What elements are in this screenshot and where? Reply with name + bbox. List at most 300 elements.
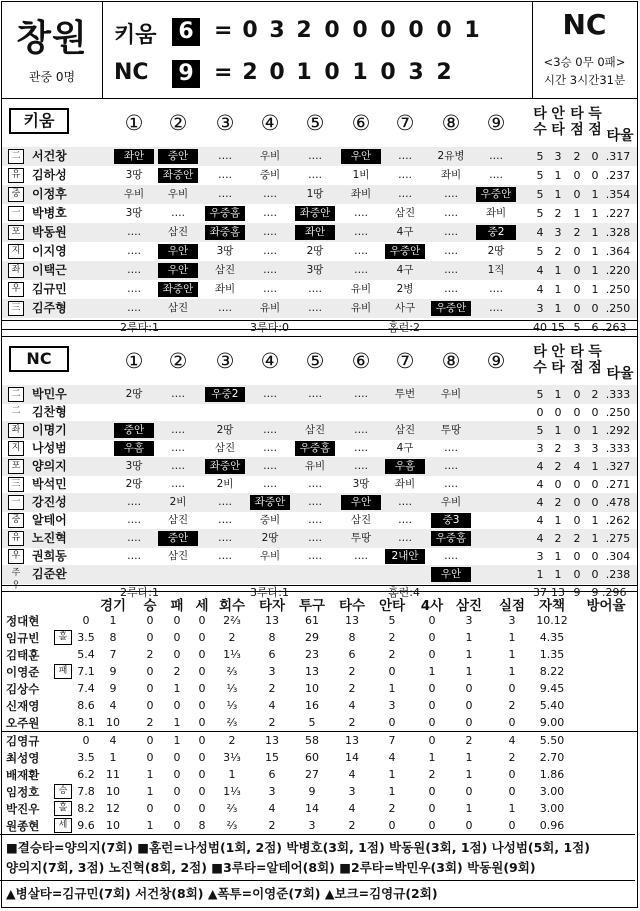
at-bat-result: …. [218, 150, 232, 162]
pitching-stat: 0 [173, 699, 181, 712]
stat-h: 1 [554, 568, 562, 581]
pitcher-row [2, 680, 637, 698]
stat-ab: 4 [536, 460, 544, 473]
at-bat-result: …. [444, 283, 458, 295]
pitching-stat: 14 [305, 802, 319, 815]
stat-h: 2 [554, 207, 562, 220]
stat-ab: 4 [536, 264, 544, 277]
at-bat-result: …. [354, 460, 368, 472]
pitching-stat: 60 [305, 751, 319, 764]
at-bat-result: 우중안 [476, 187, 516, 202]
pitching-stat: 3 [388, 699, 396, 712]
stat-r: 0 [573, 514, 581, 527]
batter-row [2, 385, 637, 404]
at-bat-result: …. [218, 302, 232, 314]
at-bat-result: …. [127, 264, 141, 276]
stat-header-ab: 수 [533, 360, 547, 376]
total-r: 5 [573, 321, 581, 334]
pitching-table [2, 594, 637, 834]
position-badge: 우 [8, 282, 24, 297]
position-badge: 포 [8, 225, 24, 240]
pitching-stat: 1 [508, 648, 516, 661]
pitching-stat: 2 [146, 716, 154, 729]
pitcher-row [2, 697, 637, 715]
pitching-stat: 0 [173, 768, 181, 781]
stat-header-r: 타 [570, 344, 584, 360]
at-bat-result: 2땅 [125, 478, 143, 490]
decision-badge: 세 [54, 818, 72, 833]
pitching-stat: 0 [173, 819, 181, 832]
pitching-stat: 0 [146, 699, 154, 712]
at-bat-result: …. [354, 550, 368, 562]
pitcher-row [2, 663, 637, 681]
pitching-stat: 0 [465, 785, 473, 798]
stat-h: 0 [554, 478, 562, 491]
batter-name: 김하성 [32, 168, 67, 182]
pitcher-name: 정대현 [6, 614, 40, 628]
at-bat-result: …. [171, 424, 185, 436]
pitching-stat: 16 [305, 699, 319, 712]
at-bat-result: …. [127, 532, 141, 544]
equals-sign: = [214, 60, 233, 85]
stat-h: 3 [554, 226, 562, 239]
pitching-stat: 2 [388, 802, 396, 815]
pitching-stat: 2.70 [539, 751, 565, 764]
position-badge: 중 [8, 187, 24, 202]
at-bat-result: 2땅 [261, 532, 279, 544]
at-bat-result: 2땅 [306, 245, 324, 257]
stat-h: 2 [554, 442, 562, 455]
pitching-stat: 0 [198, 734, 206, 747]
stat-rs: 0 [591, 496, 599, 509]
inning-header-7: ⑦ [395, 111, 415, 135]
batting-average: .292 [605, 424, 631, 437]
at-bat-result: …. [354, 207, 368, 219]
pitching-stat: ⅓ [226, 682, 238, 695]
divider [102, 2, 103, 98]
at-bat-result: 2내안 [385, 549, 425, 564]
at-bat-result: …. [263, 442, 277, 454]
pitching-stat: 1 [508, 631, 516, 644]
pitching-stat: 1 [428, 751, 436, 764]
pitching-stat: 0 [508, 819, 516, 832]
inning-header-6: ⑥ [351, 349, 371, 373]
pitching-stat: 0 [198, 614, 206, 627]
at-bat-result: …. [263, 388, 277, 400]
stat-rs: 1 [591, 264, 599, 277]
total-rs: 9 [591, 586, 599, 599]
at-bat-result: …. [127, 226, 141, 238]
pitching-stat: 10 [305, 682, 319, 695]
at-bat-result: …. [398, 169, 412, 181]
at-bat-result: 사구 [394, 302, 416, 314]
inning-header-9: ⑨ [486, 349, 506, 373]
stat-r: 0 [573, 424, 581, 437]
inning-header-1: ① [124, 349, 144, 373]
pitching-stat: 0 [428, 699, 436, 712]
batting-average: .250 [605, 283, 631, 296]
pitching-stat: 1 [508, 665, 516, 678]
pitcher-name: 김태훈 [6, 648, 40, 662]
at-bat-result: 유비 [259, 302, 281, 314]
pitching-stat: 0 [146, 682, 154, 695]
at-bat-result: 중3 [431, 513, 471, 528]
home-inning-5-runs: 1 [352, 60, 368, 85]
pitching-stat: 0 [173, 785, 181, 798]
stat-r: 0 [573, 264, 581, 277]
stat-h: 1 [554, 388, 562, 401]
pitching-stat: 1 [428, 665, 436, 678]
stat-rs: 1 [591, 245, 599, 258]
pitching-stat: 0 [388, 819, 396, 832]
at-bat-result: 좌비 [440, 169, 462, 181]
pitcher-row [2, 629, 637, 647]
notes-line-2: 양의지(7회, 3점) 노진혁(8회, 2점) ■3루타=알테어(8회) ■2루타=박민우(3회) 박동원(9회) [6, 860, 536, 875]
pitching-stat: 7 [109, 648, 117, 661]
at-bat-result: 중비 [259, 514, 281, 526]
at-bat-result: …. [263, 264, 277, 276]
pitcher-row [2, 800, 637, 818]
total-ab: 40 [533, 321, 547, 334]
pitching-header-9: 4사 [420, 598, 444, 614]
stat-rs: 0 [591, 169, 599, 182]
pitching-stat: 8.1 [77, 716, 95, 729]
position-badge: 一 [8, 206, 24, 221]
stat-r: 0 [573, 188, 581, 201]
pitching-stat: ⅔ [226, 802, 238, 815]
at-bat-result: …. [263, 207, 277, 219]
at-bat-result: 우비 [259, 150, 281, 162]
pitching-stat: 2 [228, 631, 236, 644]
nc-team-label: NC [9, 346, 69, 372]
pitching-stat: 8 [268, 631, 276, 644]
at-bat-result: …. [263, 226, 277, 238]
pitching-stat: 2⅔ [223, 614, 241, 627]
stat-ab: 3 [536, 302, 544, 315]
stat-rs: 0 [591, 550, 599, 563]
pitcher-row [2, 732, 637, 750]
batter-row [2, 280, 637, 299]
pitching-stat: 12 [106, 802, 120, 815]
stat-header-r: 타 [570, 106, 584, 122]
at-bat-result: 좌중안 [205, 459, 245, 474]
stat-header-rs: 득 [588, 344, 602, 360]
batter-name: 박동원 [32, 225, 67, 239]
batter-row [2, 223, 637, 242]
batter-name: 이명기 [32, 423, 67, 437]
pitcher-name: 임규빈 [6, 631, 40, 645]
at-bat-result: 우홈 [385, 459, 425, 474]
pitching-stat: 3 [465, 614, 473, 627]
at-bat-result: 2땅 [125, 388, 143, 400]
at-bat-result: 좌비 [394, 478, 416, 490]
batting-average: .364 [605, 245, 631, 258]
stat-rs: 0 [591, 406, 599, 419]
pitching-stat: 1⅓ [223, 785, 241, 798]
at-bat-result: 삼진 [394, 424, 416, 436]
position-badge: 二 [8, 149, 24, 164]
nc-batting-table [2, 336, 637, 599]
batter-name: 권희동 [32, 549, 67, 563]
pitching-stat: 0 [508, 682, 516, 695]
pitching-stat: 4.35 [539, 631, 565, 644]
pitching-stat: 3⅓ [223, 751, 241, 764]
stat-header-ab: 수 [533, 122, 547, 138]
pitching-stat: 1 [146, 785, 154, 798]
position-badge: 유 [8, 531, 24, 546]
inning-header-2: ② [168, 349, 188, 373]
at-bat-result: …. [171, 442, 185, 454]
batter-name: 박석민 [32, 477, 67, 491]
doubles-total: 2루타:1 [120, 321, 159, 334]
pitching-stat: 0 [428, 631, 436, 644]
at-bat-result: …. [489, 283, 503, 295]
at-bat-result: 삼진 [214, 264, 236, 276]
batter-row [2, 403, 637, 422]
pitching-stat: 1⅓ [223, 648, 241, 661]
stat-header-rs: 점 [588, 122, 602, 138]
away-inning-1-runs: 0 [242, 18, 258, 43]
at-bat-result: 좌중안 [158, 168, 198, 183]
at-bat-result: 좌비 [485, 207, 507, 219]
at-bat-result: 우비 [440, 388, 462, 400]
stat-ab: 0 [536, 406, 544, 419]
at-bat-result: 우안 [341, 149, 381, 164]
pitching-stat: 9.00 [539, 716, 565, 729]
at-bat-result: 유비 [350, 302, 372, 314]
pitching-stat: 1 [173, 716, 181, 729]
at-bat-result: …. [171, 388, 185, 400]
batter-name: 김찬형 [32, 405, 67, 419]
batter-name: 이택근 [32, 263, 67, 277]
stat-h: 1 [554, 169, 562, 182]
batter-name: 노진혁 [32, 531, 67, 545]
pitching-stat: 4 [109, 699, 117, 712]
pitching-stat: 0 [198, 682, 206, 695]
at-bat-result: …. [127, 550, 141, 562]
pitching-stat: 0 [198, 768, 206, 781]
pitching-stat: 13 [265, 614, 279, 627]
away-inning-8-runs: 0 [436, 18, 452, 43]
away-inning-4-runs: 0 [324, 18, 340, 43]
pitching-stat: 14 [345, 751, 359, 764]
team-average: .263 [602, 321, 627, 334]
pitching-stat: 2 [348, 665, 356, 678]
away-total-score: 6 [172, 18, 200, 46]
at-bat-result: 투땅 [440, 424, 462, 436]
stat-h: 1 [554, 514, 562, 527]
at-bat-result: 2유병 [437, 150, 465, 162]
pitcher-name: 오주원 [6, 716, 40, 730]
game-time: 시간 3시간31분 [543, 73, 626, 87]
at-bat-result: 우안 [341, 495, 381, 510]
batting-average: .333 [605, 442, 631, 455]
inning-header-9: ⑨ [486, 111, 506, 135]
at-bat-result: …. [398, 188, 412, 200]
pitcher-name: 이영준 [6, 665, 40, 679]
pitching-stat: 4 [348, 802, 356, 815]
pitching-stat: 5 [308, 716, 316, 729]
at-bat-result: …. [354, 442, 368, 454]
stat-header-r: 점 [570, 122, 584, 138]
pitching-stat: 29 [305, 631, 319, 644]
pitching-stat: 2 [508, 751, 516, 764]
at-bat-result: …. [444, 245, 458, 257]
at-bat-result: …. [354, 226, 368, 238]
at-bat-result: 중비 [259, 169, 281, 181]
position-badge: 二 [11, 406, 21, 416]
position-badge: 주우 [11, 568, 21, 591]
at-bat-result: …. [354, 245, 368, 257]
triples-total: 3루타:0 [250, 321, 289, 334]
at-bat-result: …. [354, 424, 368, 436]
stat-rs: 1 [591, 514, 599, 527]
at-bat-result: 2비 [169, 496, 187, 508]
at-bat-result: …. [308, 496, 322, 508]
pitching-stat: 1 [228, 768, 236, 781]
batter-name: 양의지 [32, 459, 67, 473]
stat-h: 2 [554, 460, 562, 473]
pitching-stat: 4 [348, 699, 356, 712]
pitching-stat: 2 [388, 631, 396, 644]
at-bat-result: 4구 [396, 264, 414, 276]
pitching-header-8: 안타 [378, 598, 406, 614]
pitching-stat: 8 [109, 631, 117, 644]
pitching-stat: 0 [198, 751, 206, 764]
pitcher-row [2, 749, 637, 767]
batter-name: 서건창 [32, 149, 67, 163]
home-inning-8-runs: 2 [436, 60, 452, 85]
pitching-stat: 0 [198, 631, 206, 644]
at-bat-result: 우홈 [114, 441, 154, 456]
pitching-stat: 2 [268, 716, 276, 729]
pitching-stat: 0 [428, 682, 436, 695]
pitching-stat: 0 [465, 716, 473, 729]
at-bat-result: …. [489, 302, 503, 314]
pitching-stat: 0 [465, 682, 473, 695]
inning-header-5: ⑤ [305, 111, 325, 135]
batter-row [2, 529, 637, 548]
pitching-stat: 1 [388, 768, 396, 781]
at-bat-result: …. [263, 478, 277, 490]
pitching-stat: 27 [305, 768, 319, 781]
at-bat-result: …. [218, 188, 232, 200]
pitcher-name: 박진우 [6, 802, 40, 816]
at-bat-result: 4구 [396, 442, 414, 454]
pitching-stat: 13 [305, 665, 319, 678]
at-bat-result: 3땅 [352, 478, 370, 490]
pitching-stat: 8 [348, 631, 356, 644]
inning-header-7: ⑦ [395, 349, 415, 373]
pitching-header-2: 패 [170, 598, 184, 614]
at-bat-result: 2병 [396, 283, 414, 295]
pitching-stat: 5.40 [539, 699, 565, 712]
kiwoom-batting-footer [2, 320, 637, 334]
pitching-stat: 4 [268, 699, 276, 712]
stat-header-ab: 타 [533, 106, 547, 122]
pitching-stat: 0 [146, 614, 154, 627]
stat-header-ab: 타 [533, 344, 547, 360]
stat-rs: 1 [591, 532, 599, 545]
pitching-stat: ⅔ [226, 665, 238, 678]
at-bat-result: 우중홈 [295, 441, 335, 456]
pitching-stat: 2 [508, 699, 516, 712]
at-bat-result: …. [444, 264, 458, 276]
stat-ab: 4 [536, 514, 544, 527]
stat-header-r: 점 [570, 360, 584, 376]
at-bat-result: 중안 [158, 149, 198, 164]
batter-name: 김규민 [32, 282, 67, 296]
pitching-stat: 9 [109, 682, 117, 695]
batter-name: 박병호 [32, 206, 67, 220]
pitching-stat: 3 [308, 819, 316, 832]
at-bat-result: 중2 [476, 225, 516, 240]
pitching-stat: 5 [388, 614, 396, 627]
pitching-stat: 1 [465, 768, 473, 781]
pitching-stat: 1 [173, 682, 181, 695]
decision-badge: 홀 [54, 630, 72, 645]
stat-ab: 1 [536, 568, 544, 581]
stat-h: 1 [554, 264, 562, 277]
inning-header-6: ⑥ [351, 111, 371, 135]
pitching-stat: 0 [428, 716, 436, 729]
at-bat-result: 4구 [396, 226, 414, 238]
batter-row [2, 242, 637, 261]
batter-name: 이정후 [32, 187, 67, 201]
stat-r: 2 [573, 226, 581, 239]
stat-r: 3 [573, 442, 581, 455]
home-inning-6-runs: 0 [380, 60, 396, 85]
batter-row [2, 185, 637, 204]
at-bat-result: 3땅 [125, 460, 143, 472]
batting-average: .262 [605, 514, 631, 527]
at-bat-result: …. [308, 388, 322, 400]
stat-rs: 1 [591, 207, 599, 220]
pitcher-name: 임정호 [6, 785, 40, 799]
batting-average: .227 [605, 207, 631, 220]
batter-name: 박민우 [32, 387, 67, 401]
pitcher-name: 김상수 [6, 682, 40, 696]
inning-header-3: ③ [215, 349, 235, 373]
at-bat-result: …. [218, 550, 232, 562]
pitcher-name: 원종현 [6, 819, 40, 833]
at-bat-result: …. [218, 532, 232, 544]
batting-average: .333 [605, 388, 631, 401]
stat-h: 1 [554, 424, 562, 437]
at-bat-result: 우비 [167, 188, 189, 200]
pitching-stat: 0 [388, 665, 396, 678]
stat-r: 0 [573, 568, 581, 581]
away-inning-9-runs: 1 [464, 18, 480, 43]
at-bat-result: …. [489, 150, 503, 162]
stat-r: 0 [573, 169, 581, 182]
at-bat-result: 좌중안 [295, 206, 335, 221]
at-bat-result: 좌안 [114, 149, 154, 164]
at-bat-result: …. [308, 514, 322, 526]
at-bat-result: …. [218, 169, 232, 181]
batting-average: .304 [605, 550, 631, 563]
pitching-stat: 8 [198, 819, 206, 832]
stat-r: 0 [573, 302, 581, 315]
total-r: 9 [573, 586, 581, 599]
position-badge: 三 [8, 477, 24, 492]
pitching-header-7: 타수 [338, 598, 366, 614]
stat-rs: 0 [591, 302, 599, 315]
pitching-stat: 0 [146, 631, 154, 644]
winning-team: NC [562, 8, 607, 41]
stat-r: 0 [573, 388, 581, 401]
at-bat-result: 1땅 [306, 188, 324, 200]
